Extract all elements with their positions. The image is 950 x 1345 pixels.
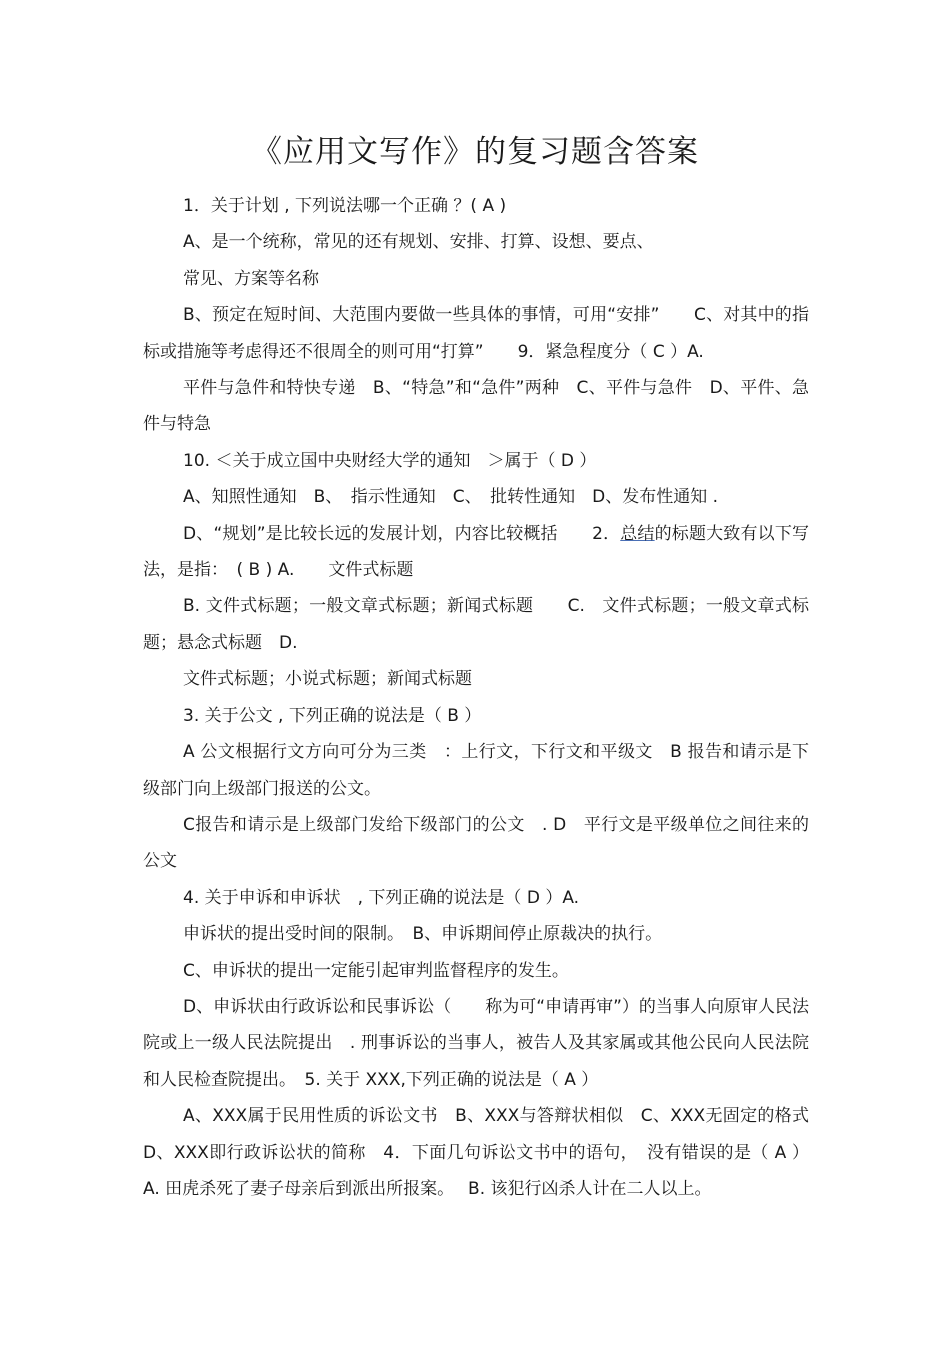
paragraph: 常见、方案等名称 <box>183 268 319 289</box>
paragraph-text: 的标题大致有以下写法，是指： ( B ) A. 文件式标题 <box>143 523 810 581</box>
document-title: 《应用文写作》的复习题含答案 <box>251 134 699 170</box>
paragraph: 4. 关于申诉和申诉状 , 下列正确的说法是（ D ）A. <box>183 887 580 908</box>
paragraph: A、知照性通知 B、 指示性通知 C、 批转性通知 D、发布性通知 . <box>183 487 719 508</box>
paragraph: 3. 关于公文 , 下列正确的说法是（ B ） <box>183 705 482 726</box>
paragraph: C报告和请示是上级部门发给下级部门的公文 . D 平行文是平级单位之间往来的公文 <box>143 814 809 872</box>
paragraph: B、预定在短时间、大范围内要做一些具体的事情，可用“安排” C、对其中的指标或措施等考虑得还不很周全的则可用“打算” 9．紧急程度分（ C ）A. <box>143 305 809 362</box>
paragraph: A、是一个统称，常见的还有规划、安排、打算、设想、要点、 <box>183 232 654 253</box>
paragraph <box>143 516 809 589</box>
paragraph: C、申诉状的提出一定能引起审判监督程序的发生。 <box>183 960 569 981</box>
paragraph: 10. ＜关于成立国中央财经大学的通知 ＞属于（ D ） <box>183 450 597 471</box>
paragraph: D、申诉状由行政诉讼和民事诉讼（ 称为可“申请再审”）的当事人向原审人民法院或上一级人民法院提出 . 刑事诉讼的当事人，被告人及其家属或其他公民向人民法院和人民检查院提出。 5. 关于 XXX,下列正确的说法是（ A ） <box>143 996 809 1090</box>
paragraph: 申诉状的提出受时间的限制。 B、申诉期间停止原裁决的执行。 <box>183 924 663 945</box>
paragraph: A 公文根据行文方向可分为三类 ：上行文，下行文和平级文 B 报告和请示是下级部门向上级部门报送的公文。 <box>143 742 809 799</box>
paragraph: A、XXX属于民用性质的诉讼文书 B、XXX与答辩状相似 C、XXX无固定的格式 D、XXX即行政诉讼状的简称 4．下面几句诉讼文书中的语句， 没有错误的是（ A ）A. 田虎杀死了妻子母亲后到派出所报案。 B. 该犯行凶杀人计在二人以上。 <box>143 1106 809 1199</box>
document-body <box>143 188 809 1207</box>
paragraph: 文件式标题；小说式标题；新闻式标题 <box>183 669 472 690</box>
paragraph: B. 文件式标题；一般文章式标题；新闻式标题 C. 文件式标题；一般文章式标题；悬念式标题 D. <box>143 596 809 653</box>
paragraph: 平件与急件和特快专递 B、“特急”和“急件”两种 C、平件与急件 D、平件、急件与特急 <box>143 378 809 435</box>
paragraph: 1．关于计划 , 下列说法哪一个正确 ？( A ) <box>183 196 507 216</box>
underlined-word: 总结 <box>620 523 655 544</box>
paragraph-text: D、“规划”是比较长远的发展计划，内容比较概括 2． <box>183 523 621 544</box>
